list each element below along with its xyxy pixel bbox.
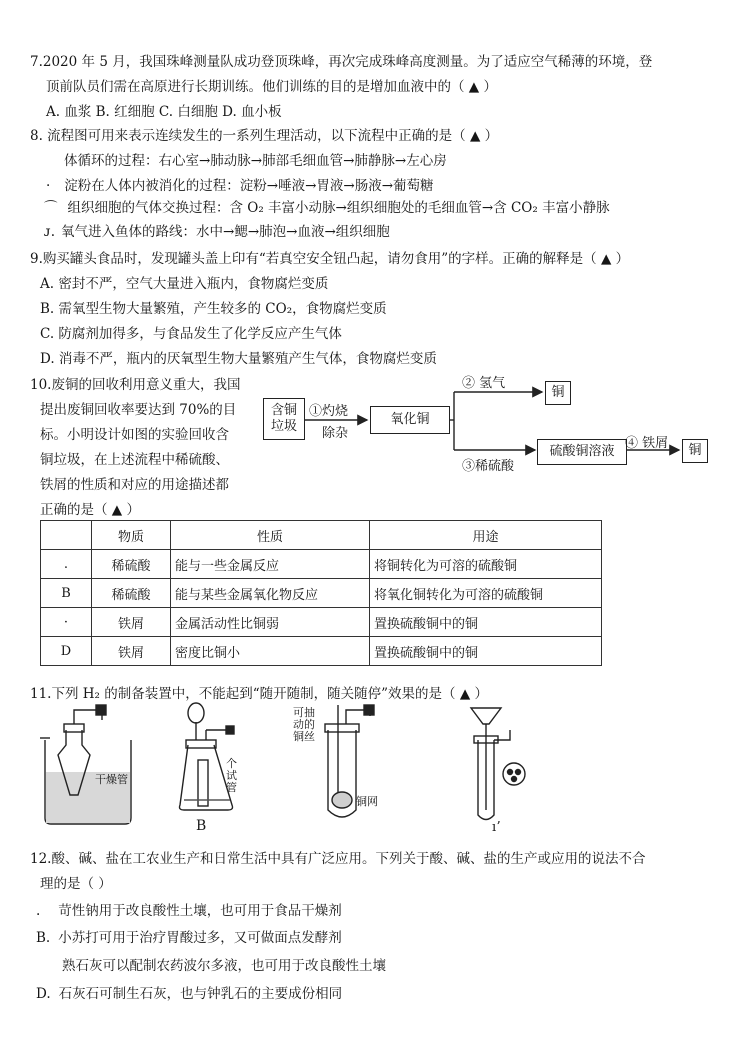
q12-option-a <box>36 902 342 920</box>
q11-stem: 11.下列 H₂ 的制备装置中，不能起到“随开随制，随关随停”效果的是（ ▲ ） <box>30 686 489 702</box>
table-header-cell: 用途 <box>370 521 602 550</box>
apparatus-b-label: B <box>196 818 207 834</box>
flow-copper-oxide-box: 氧化铜 <box>370 406 450 434</box>
table-header-cell <box>41 521 92 550</box>
flow-copper-box-1: 铜 <box>545 381 571 405</box>
table-row <box>41 579 602 608</box>
q9-option-c: C. 防腐剂加得多，与食品发生了化学反应产生气体 <box>40 326 342 342</box>
q10-line6: 正确的是（ ▲ ） <box>40 502 140 518</box>
q10-options-table <box>40 520 602 666</box>
q7-line1: 7.2020 年 5 月，我国珠峰测量队成功登顶珠峰，再次完成珠峰高度测量。为了适应空气稀薄的环境，登 <box>30 54 653 70</box>
table-cell: 置换硫酸铜中的铜 <box>370 637 602 666</box>
q12-stem-line2: 理的是（ ） <box>40 876 112 892</box>
table-cell: D <box>41 637 92 666</box>
q7-options: A. 血浆 B. 红细胞 C. 白细胞 D. 血小板 <box>46 104 282 120</box>
q11-apparatus-drawings <box>0 700 733 840</box>
q8-option-b-text: 淀粉在人体内被消化的过程：淀粉→唾液→胃液→肠液→葡萄糖 <box>64 178 434 194</box>
q8-option-b-mark: · <box>46 178 51 194</box>
flow-step1-label: ①灼烧 <box>309 404 349 419</box>
table-cell: 铁屑 <box>92 608 171 637</box>
table-cell: 将氧化铜转化为可溶的硫酸铜 <box>370 579 602 608</box>
q10-line1: 10.废铜的回收利用意义重大，我国 <box>30 377 241 393</box>
table-cell: B <box>41 579 92 608</box>
q12-option-c <box>62 957 386 975</box>
q12-option-a-mark: . <box>36 903 41 919</box>
q10-line5: 铁屑的性质和对应的用途描述都 <box>40 477 229 493</box>
q12-option-b-mark: B. <box>36 930 51 946</box>
movable-wire-label: 可抽 动的 铜丝 <box>293 706 315 743</box>
table-row <box>41 637 602 666</box>
q8-option-c-mark: ⌒ <box>44 200 58 216</box>
q7-line2: 顶前队员们需在高原进行长期训练。他们训练的目的是增加血液中的（ ▲ ） <box>46 79 497 95</box>
flow-copper-waste-box: 含铜 垃圾 <box>263 398 305 440</box>
q9-option-d: D. 消毒不严，瓶内的厌氧型生物大量繁殖产生气体，食物腐烂变质 <box>40 351 437 367</box>
table-row <box>41 608 602 637</box>
q10-line4: 铜垃圾，在上述流程中稀硫酸、 <box>40 452 229 468</box>
small-tube-label: 个 试 管 <box>226 757 237 794</box>
table-cell: 将铜转化为可溶的硫酸铜 <box>370 550 602 579</box>
flow-step1b-label: 除杂 <box>322 426 349 441</box>
table-cell: 铁屑 <box>92 637 171 666</box>
table-cell: 能与某些金属氧化物反应 <box>171 579 370 608</box>
flow-step4-label: ④ 铁屑 <box>625 436 669 451</box>
table-cell: 置换硫酸铜中的铜 <box>370 608 602 637</box>
flow-step3-label: ③稀硫酸 <box>462 459 515 474</box>
q9-option-a: A. 密封不严，空气大量进入瓶内，食物腐烂变质 <box>40 276 329 292</box>
table-header-cell: 物质 <box>92 521 171 550</box>
dry-tube-label: 干燥管 <box>95 773 128 786</box>
table-header-row <box>41 521 602 550</box>
table-row <box>41 550 602 579</box>
flow-copper-sulfate-box: 硫酸铜溶液 <box>537 439 627 465</box>
table-cell: 稀硫酸 <box>92 550 171 579</box>
table-header-cell: 性质 <box>171 521 370 550</box>
q10-line3: 标。小明设计如图的实验回收含 <box>40 427 229 443</box>
q12-option-c-text: 熟石灰可以配制农药波尔多液，也可用于改良酸性土壤 <box>62 958 386 974</box>
table-cell: . <box>41 550 92 579</box>
table-cell: 密度比铜小 <box>171 637 370 666</box>
q12-option-d-mark: D. <box>36 986 51 1002</box>
q12-option-d-text: 石灰石可制生石灰，也与钟乳石的主要成份相同 <box>58 986 343 1002</box>
table-cell: 稀硫酸 <box>92 579 171 608</box>
q8-option-a-text: 体循环的过程：右心室→肺动脉→肺部毛细血管→肺静脉→左心房 <box>64 153 447 169</box>
q12-option-d <box>36 985 342 1003</box>
table-cell: · <box>41 608 92 637</box>
q9-option-b: B. 需氧型生物大量繁殖，产生较多的 CO₂，食物腐烂变质 <box>40 301 387 317</box>
copper-mesh-label: 铜网 <box>356 795 378 808</box>
table-cell: 金属活动性比铜弱 <box>171 608 370 637</box>
q9-stem: 9.购买罐头食品时，发现罐头盖上印有“若真空安全钮凸起，请勿食用”的字样。正确的解释是（ ▲ ） <box>30 251 630 267</box>
q12-stem-line1: 12.酸、碱、盐在工农业生产和日常生活中具有广泛应用。下列关于酸、碱、盐的生产或应用的说法不合 <box>30 851 646 867</box>
flow-step2-label: ② 氢气 <box>462 376 506 391</box>
q12-option-a-text: 苛性钠用于改良酸性土壤，也可用于食品干燥剂 <box>58 903 342 919</box>
q10-line2: 提出废铜回收率要达到 70%的目 <box>40 402 237 418</box>
q8-option-c-text: 组织细胞的气体交换过程：含 O₂ 丰富小动脉→组织细胞处的毛细血管→含 CO₂ 丰富小静脉 <box>67 200 610 216</box>
flow-copper-box-2: 铜 <box>682 439 708 463</box>
q8-option-d-text: 氧气进入鱼体的路线：水中→鳃→肺泡→血液→组织细胞 <box>61 224 390 240</box>
q8-option-d-mark: ᴊ. <box>44 224 56 240</box>
table-cell: 能与一些金属反应 <box>171 550 370 579</box>
q12-option-b-text: 小苏打可用于治疗胃酸过多，又可做面点发酵剂 <box>58 930 342 946</box>
q8-stem: 8. 流程图可用来表示连续发生的一系列生理活动，以下流程中正确的是（ ▲ ） <box>30 128 499 144</box>
q12-option-b <box>36 929 342 947</box>
apparatus-d-label: ıʼ <box>492 820 501 835</box>
